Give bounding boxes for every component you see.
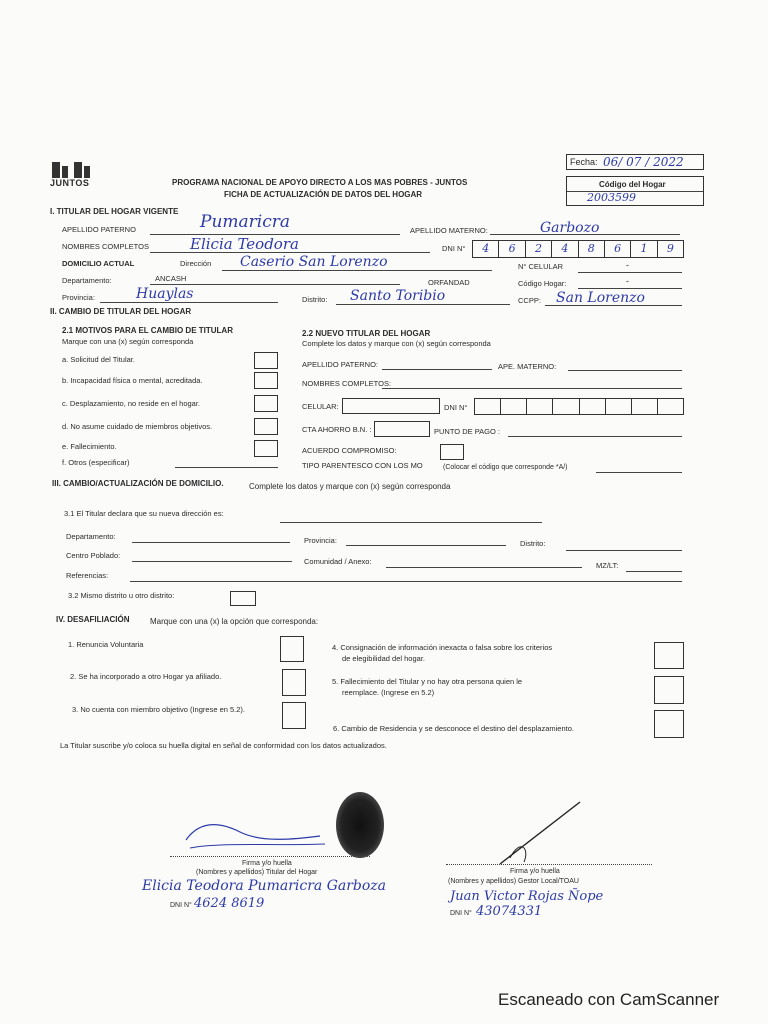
desaf-option-6: 6. Cambio de Residencia y se desconoce el destino del desplazamiento. [333,724,574,733]
codigo-hogar-box [566,176,704,206]
comunidad-label: Comunidad / Anexo: [304,557,372,566]
fecha-label: Fecha: [570,157,598,167]
motivo-a: a. Solicitud del Titular. [62,355,135,364]
desaf-option-2-checkbox[interactable] [282,669,306,696]
departamento-label: Departamento: [62,276,112,285]
acuerdo-checkbox[interactable] [440,444,464,460]
dni-nuevo-cells[interactable] [474,398,684,415]
celular-label: N° CELULAR [518,262,564,271]
section1-title: I. TITULAR DEL HOGAR VIGENTE [50,207,179,216]
apellido-materno-value: Garbozo [540,220,600,236]
codigo-hogar-label: Código Hogar: [518,279,567,288]
celular-nuevo-label: CELULAR: [302,402,339,411]
celular-value: - [626,260,629,270]
desaf-option-3: 3. No cuenta con miembro objetivo (Ingrese en 5.2). [72,705,246,714]
motivo-c: c. Desplazamiento, no reside en el hogar. [62,399,200,408]
section3-title: III. CAMBIO/ACTUALIZACIÓN DE DOMICILIO. [52,479,224,488]
apellido-paterno-value: Pumaricra [200,212,290,232]
codigo-hogar-value: - [626,276,629,286]
desaf-option-1-checkbox[interactable] [280,636,304,662]
desaf-option-4-checkbox[interactable] [654,642,684,669]
desaf-option-3-checkbox[interactable] [282,702,306,729]
gestor-signature-icon [480,798,590,868]
acuerdo-label: ACUERDO COMPROMISO: [302,446,397,455]
motivos-subtitle: Marque con una (x) según corresponda [62,337,194,346]
nombres-label: NOMBRES COMPLETOS [62,242,149,251]
celular-nuevo-input[interactable] [342,398,440,414]
fecha-value: 06/ 07 / 2022 [603,155,684,169]
desaf-option-5-line1: 5. Fallecimiento del Titular y no hay otra persona quien le [332,677,523,686]
motivo-f: f. Otros (especificar) [62,458,130,467]
mz-label: MZ/LT: [596,561,619,570]
orfandad-label: ORFANDAD [428,278,470,287]
logo-text: JUNTOS [50,178,90,188]
motivo-e-checkbox[interactable] [254,440,278,457]
centro-label: Centro Poblado: [66,551,121,560]
motivo-a-checkbox[interactable] [254,352,278,369]
right-dni-label: DNI N° [450,910,472,917]
cta-input[interactable] [374,421,430,437]
desaf-option-1: 1. Renuncia Voluntaria [68,640,144,649]
nuevo-titular-subtitle: Complete los datos y marque con (x) según corresponda [302,339,491,348]
provincia-label: Provincia: [62,293,95,302]
left-dni-label: DNI N° [170,902,192,909]
mismo-distrito-checkbox[interactable] [230,591,256,606]
punto-pago-label: PUNTO DE PAGO : [434,427,500,436]
left-name: Elicia Teodora Pumaricra Garboza [142,878,387,894]
distrito-value: Santo Toribio [350,288,446,304]
form-title: FICHA DE ACTUALIZACIÓN DE DATOS DEL HOGAR [224,190,423,199]
program-title: PROGRAMA NACIONAL DE APOYO DIRECTO A LOS MAS POBRES - JUNTOS [172,178,468,187]
left-caption-2: (Nombres y apellidos) Titular del Hogar [196,869,318,876]
fingerprint-icon [336,792,384,858]
desaf-option-4-line2: de elegibilidad del hogar. [342,654,425,663]
domicilio-label: DOMICILIO ACTUAL [62,259,135,268]
direccion-label: Dirección [180,259,212,268]
dist3-label: Distrito: [520,539,546,548]
dni-label: DNI N° [442,244,466,253]
left-caption-1: Firma y/o huella [242,860,292,867]
dni-cells: 4 6 2 4 8 6 1 9 [472,240,684,258]
direccion-value: Caserio San Lorenzo [240,254,388,270]
juntos-logo [48,160,100,190]
departamento-value: ANCASH [155,274,187,283]
nuevo-titular-title: 2.2 NUEVO TITULAR DEL HOGAR [302,329,431,338]
right-dni: 43074331 [476,904,543,919]
ccpp-value: San Lorenzo [556,290,645,306]
dep3-label: Departamento: [66,532,116,541]
apellido-materno-label: APELLIDO MATERNO: [410,226,488,235]
desaf-option-2: 2. Se ha incorporado a otro Hogar ya afiliado. [70,672,222,681]
motivo-c-checkbox[interactable] [254,395,278,412]
motivo-b: b. Incapacidad física o mental, acreditada. [62,376,203,385]
declara-label: 3.1 El Titular declara que su nueva dirección es: [64,509,224,518]
right-caption-2: (Nombres y apellidos) Gestor Local/TOAU [448,878,579,885]
motivo-e: e. Fallecimiento. [62,442,117,451]
desaf-option-5-checkbox[interactable] [654,676,684,704]
referencias-label: Referencias: [66,571,109,580]
titular-signature-icon [180,810,330,860]
desaf-option-4-line1: 4. Consignación de información inexacta o falsa sobre los criterios [332,643,553,652]
cta-label: CTA AHORRO B.N. : [302,425,372,434]
codigo-value: 2003599 [587,191,636,204]
parentesco-label: TIPO PARENTESCO CON LOS MO [302,461,423,470]
dni-nuevo-label: DNI N° [444,403,468,412]
section2-title: II. CAMBIO DE TITULAR DEL HOGAR [50,307,192,316]
motivo-b-checkbox[interactable] [254,372,278,389]
section4-subtitle: Marque con una (x) la opción que corresponda: [150,617,319,626]
codigo-label: Código del Hogar [599,180,666,189]
section4-title: IV. DESAFILIACIÓN [56,615,130,624]
conformidad-text: La Titular suscribe y/o coloca su huella digital en señal de conformidad con los datos actualizados. [60,741,387,750]
fecha-box [566,154,704,170]
section3-subtitle: Complete los datos y marque con (x) según corresponda [249,482,451,491]
distrito-label: Distrito: [302,295,328,304]
camscanner-watermark: Escaneado con CamScanner [498,990,720,1009]
parentesco-note: (Colocar el código que corresponde *A/) [443,464,568,471]
motivos-title: 2.1 MOTIVOS PARA EL CAMBIO DE TITULAR [62,326,233,335]
nombres-value: Elicia Teodora [190,235,299,253]
provincia-value: Huaylas [136,286,194,302]
apellido-paterno-label: APELLIDO PATERNO [62,225,136,234]
left-dni: 4624 8619 [194,896,265,911]
desaf-option-5-line2: reemplace. (Ingrese en 5.2) [342,688,435,697]
nombres-nuevo-label: NOMBRES COMPLETOS: [302,379,392,388]
ap-materno-label: APE. MATERNO: [498,362,557,371]
desaf-option-6-checkbox[interactable] [654,710,684,738]
motivo-d-checkbox[interactable] [254,418,278,435]
ccpp-label: CCPP: [518,296,541,305]
mismo-distrito-label: 3.2 Mismo distrito u otro distrito: [68,591,175,600]
motivo-d: d. No asume cuidado de miembros objetivos. [62,422,213,431]
right-name: Juan Victor Rojas Ñope [450,889,604,904]
ap-paterno-label: APELLIDO PATERNO: [302,360,378,369]
right-caption-1: Firma y/o huella [510,868,560,875]
prov3-label: Provincia: [304,536,337,545]
